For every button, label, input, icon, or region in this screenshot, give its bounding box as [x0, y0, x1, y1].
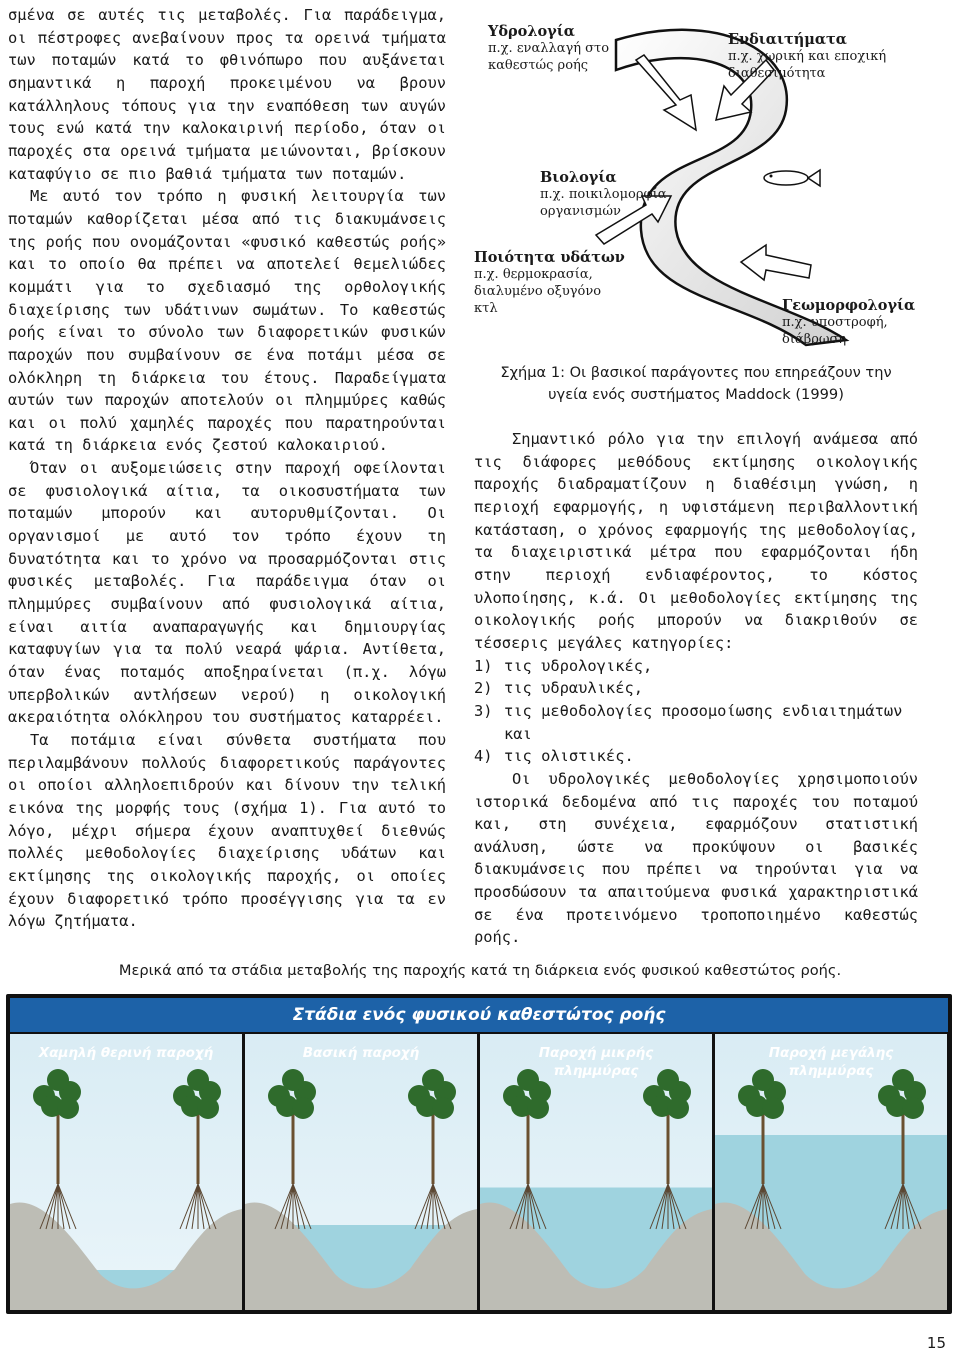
tree-root	[198, 1184, 210, 1229]
label-biology: Βιολογία π.χ. ποικιλομορφία οργανισμών	[540, 169, 667, 219]
list-number: 2)	[474, 679, 493, 698]
tree-canopy	[762, 1097, 784, 1119]
stage-title: Παροχή μεγάλης πλημμύρας	[768, 1045, 894, 1079]
paragraph: Οι υδρολογικές μεθοδολογίες χρησιμοποιούν ιστορικά δεδομένα από τις παροχές του ποταμού και, στη συνέχεια, εφαρμόζουν στατιστική ανάλυση, ώστε να προκύψουν οι βασικές διακυμάνσεις που πρέπει να τηρούνται για να προσδώσουν τα απαιτούμενα φυσικά χαρακτηριστικά σε ένα προτεινόμενο τροποποιημένο καθεστώς ροής.	[474, 769, 918, 947]
figure-2-caption: Μερικά από τα στάδια μεταβολής της παροχής κατά τη διάρκεια ενός φυσικού καθεστώτος ροής.	[118, 962, 842, 979]
stage-illustration	[10, 1034, 242, 1310]
fish-icon	[764, 170, 820, 186]
tree-root	[293, 1184, 305, 1229]
tree-canopy	[187, 1069, 209, 1091]
stage-panel	[715, 1034, 947, 1310]
stage-panel	[480, 1034, 712, 1310]
left-column	[8, 4, 446, 933]
page-number: 15	[926, 1334, 946, 1352]
tree-canopy	[292, 1097, 314, 1119]
stage-title: Παροχή μικρής πλημμύρας	[538, 1045, 654, 1079]
arrow-geomorphology	[741, 245, 811, 280]
figure-1-caption	[466, 362, 926, 406]
label-hydrology: Υδρολογία π.χ. εναλλαγή στο καθεστώς ροής	[488, 23, 610, 73]
label-geomorphology: Γεωμορφολογία π.χ. υποστροφή, διάβρωση	[782, 297, 916, 347]
list-item	[474, 700, 918, 745]
methods-list	[474, 655, 918, 768]
tree-canopy	[432, 1097, 454, 1119]
tree-root	[433, 1184, 445, 1229]
tree-root	[421, 1184, 433, 1229]
list-item	[474, 655, 918, 678]
list-text: τις ολιστικές.	[504, 747, 634, 766]
paragraph: Σημαντικό ρόλο για την επιλογή ανάμεσα από τις διάφορες μεθόδους εκτίμησης οικολογικής παροχής διαδραματίζουν η διαθέσιμη γνώση, η περιοχή εφαρμογής, η υφιστάμενη περιβαλλοντική κατάσταση, ο χρόνος εφαρμογής της μεθοδολογίας, τα διαχειριστικά μέτρα που εφαρμόζονται ήδη στην περιοχή ενδιαφέροντος, το κόστος υλοποίησης, κ.ά. Οι μεθοδολογίες εκτίμησης της οικολογικής ροής μπορούν να διακριθούν σε τέσσερις μεγάλες κατηγορίες:	[474, 430, 918, 652]
stage-title: Βασική παροχή	[302, 1045, 420, 1061]
flow-regime-stages-figure	[6, 994, 952, 1314]
paragraph: Όταν οι αυξομειώσεις στην παροχή οφείλονται σε φυσιολογικά αίτια, τα οικοσυστήματα των ποταμών μπορούν και αυτορυθμίζονται. Οι οργανισμοί με αυτό τον τρόπο έχουν τη δυνατότητα και το χρόνο να προσαρμόζονται στις φυσικές μεταβολές. Για παράδειγμα όταν οι πλημμύρες συμβαίνουν από φυσιολογικά αίτια, είναι αιτία αναπαραγωγής και δημιουργίας καταφυγίων για τα πολύ νεαρά ψάρια. Αντίθετα, όταν ένας ποταμός αποξηραίνεται (π.χ. λόγω υπερβολικών αντλήσεων νερού) η οικολογική ακεραιότητα ολόκληρου του συστήματος καταρρέει.	[8, 459, 446, 727]
list-text: τις μεθοδολογίες προσομοίωσης ενδιαιτημάτων και	[504, 701, 903, 743]
list-number: 4)	[474, 747, 493, 766]
list-item	[474, 677, 918, 700]
list-number: 3)	[474, 701, 493, 720]
list-item	[474, 745, 918, 768]
tree-canopy	[667, 1097, 689, 1119]
caption-line: υγεία ενός συστήματος Maddock (1999)	[548, 386, 844, 403]
paragraph: Τα ποτάμια είναι σύνθετα συστήματα που περιλαμβάνουν πολλούς διαφορετικούς παράγοντες οι οποίοι αλληλοεπιδρούν και δίνουν την τελική εικόνα της μορφής τους (σχήμα 1). Για αυτό το λόγο, μέχρι σήμερα έχουν αναπτυχθεί διεθνώς πολλές μεθοδολογίες διαχείρισης υδάτων και εκτίμησης της οικολογικής παροχής, οι οποίες έχουν διαφορετικό τρόπο προσέγγισης για τα εν λόγω ζητήματα.	[8, 731, 446, 931]
stage-title: Χαμηλή θερινή παροχή	[38, 1045, 214, 1061]
stage-panel	[10, 1034, 242, 1310]
factors-diagram	[466, 0, 936, 356]
tree-canopy	[57, 1097, 79, 1119]
tree-canopy	[197, 1097, 219, 1119]
tree-canopy	[527, 1097, 549, 1119]
arrow-hydrology	[636, 55, 696, 130]
list-number: 1)	[474, 656, 493, 675]
tree-root	[58, 1184, 70, 1229]
stage-panel	[245, 1034, 477, 1310]
tree-canopy	[422, 1069, 444, 1091]
list-text: τις υδρολογικές,	[504, 656, 653, 675]
stage-illustration	[245, 1034, 477, 1310]
tree-canopy	[47, 1069, 69, 1091]
paragraph: Με αυτό τον τρόπο η φυσική λειτουργία των ποταμών καθορίζεται μέσα από τις διακυμάνσεις της ροής που ονομάζονται «φυσικό καθεστώς ροής» και το οποίο θα πρέπει να αποτελεί θεμελιώδες κομμάτι για το σχεδιασμό της ορθολογικής διαχείρισης των υδάτινων σωμάτων. Το καθεστώς ροής είναι το σύνολο των διαφορετικών φυσικών παροχών που συμβαίνουν σε ένα ποτάμι μέσα σε ολόκληρη τη διάρκεια του έτους. Παραδείγματα αυτών των παροχών αποτελούν οι πλημμύρες καθώς και οι πολύ χαμηλές παροχές που παρατηρούνται κατά τη διάρκεια ενός ζεστού καλοκαιριού.	[8, 187, 446, 455]
tree-canopy	[902, 1097, 924, 1119]
list-text: τις υδραυλικές,	[504, 679, 643, 698]
tree-canopy	[282, 1069, 304, 1091]
tree-root	[186, 1184, 198, 1229]
caption-line: Σχήμα 1: Οι βασικοί παράγοντες που επηρεάζουν την	[500, 364, 892, 381]
figure-2-header: Στάδια ενός φυσικού καθεστώτος ροής	[10, 998, 948, 1032]
right-column	[474, 428, 918, 949]
label-habitats: Ενδιαιτήματα π.χ. χωρική και εποχική διαθεσιμότητα	[728, 31, 887, 81]
label-water-quality: Ποιότητα υδάτων π.χ. θερμοκρασία, διαλυμένο οξυγόνο κτλ	[474, 249, 625, 316]
paragraph: σμένα σε αυτές τις μεταβολές. Για παράδειγμα, οι πέστροφες ανεβαίνουν προς τα ορεινά τμήματα των ποταμών κατά το φθινόπωρο που αυξάνεται σημαντικά η παροχή προκειμένου να βρουν κατάλληλους τόπους για την εναπόθεση των αυγών τους ενώ κατά την καλοκαιρινή περίοδο, όταν οι παροχές στα ορεινά τμήματα μειώνονται, βρίσκουν καταφύγιο σε πιο βαθιά τμήματα των ποταμών.	[8, 6, 446, 183]
